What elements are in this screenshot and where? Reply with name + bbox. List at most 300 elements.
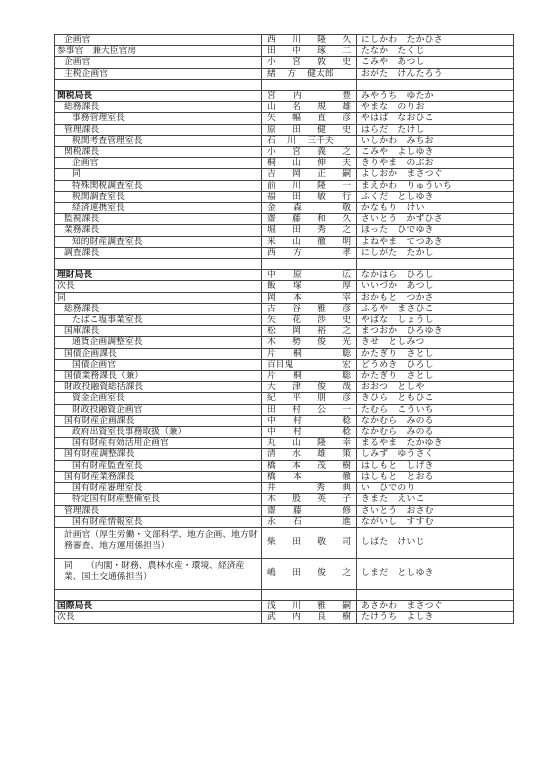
name-char: 俊	[317, 568, 326, 579]
name-char: 原	[267, 124, 276, 135]
name-reading: はしもと しげき	[357, 460, 514, 471]
name-reading: はしもと とおる	[357, 471, 514, 482]
name-reading: やまな のりお	[357, 102, 514, 113]
position-title: 総務課長	[55, 303, 262, 314]
person-name	[262, 147, 357, 158]
person-name	[262, 303, 357, 314]
person-name	[262, 35, 357, 46]
name-char: 田	[292, 191, 301, 202]
table-row	[55, 236, 514, 247]
position-title: 企画官	[55, 57, 262, 68]
name-char: 進	[342, 516, 351, 527]
name-char	[319, 517, 325, 527]
table-row	[55, 382, 514, 393]
person-name	[262, 589, 357, 600]
person-name	[262, 516, 357, 527]
name-char: 之	[342, 326, 351, 337]
name-char: 史	[342, 124, 351, 135]
name-reading: ながいし すすむ	[357, 516, 514, 527]
position-title: 税関考査管理室長	[55, 135, 262, 146]
table-row	[55, 601, 514, 612]
table-row	[55, 102, 514, 113]
position-title: 計画官（厚生労働・文部科学、地方企画、地方財務審査、地方運用係担当）	[55, 527, 262, 558]
name-characters	[264, 405, 354, 415]
name-reading: はらだ たけし	[357, 124, 514, 135]
person-name	[262, 113, 357, 124]
name-char: 義	[317, 147, 326, 158]
position-title: 資金企画室長	[55, 393, 262, 404]
position-title: 管理課長	[55, 124, 262, 135]
name-characters	[264, 158, 354, 168]
name-reading: おかもと つかさ	[357, 292, 514, 303]
name-char: 俊	[317, 382, 326, 393]
name-reading: ふくだ としゆき	[357, 191, 514, 202]
blank-row	[55, 259, 514, 270]
table-row	[55, 214, 514, 225]
person-name	[262, 214, 357, 225]
name-char: 吉	[267, 169, 276, 180]
name-characters	[264, 427, 354, 437]
person-name	[262, 483, 357, 494]
name-characters	[264, 169, 354, 179]
person-name	[262, 46, 357, 57]
table-row	[55, 158, 514, 169]
name-characters	[264, 147, 354, 157]
table-row	[55, 247, 514, 258]
name-char	[319, 91, 325, 101]
name-char: 子	[342, 494, 351, 505]
name-char: 永	[267, 516, 276, 527]
name-char: 史	[342, 57, 351, 68]
position-title: 政府出資室長事務取扱（兼）	[55, 427, 262, 438]
name-reading: なかむら みのる	[357, 415, 514, 426]
person-name	[262, 79, 357, 90]
name-char: 英	[317, 494, 326, 505]
table-row	[55, 203, 514, 214]
name-characters	[264, 113, 354, 123]
person-name	[262, 91, 357, 102]
position-title: 国債企画官	[55, 359, 262, 370]
person-name	[262, 494, 357, 505]
name-char: 明	[342, 236, 351, 247]
position-title: 参事官 兼大臣官房	[55, 46, 262, 57]
name-char: 田	[292, 568, 301, 579]
name-characters	[264, 136, 354, 146]
name-characters	[264, 91, 354, 101]
person-name	[262, 601, 357, 612]
position-title: 企画官	[55, 35, 262, 46]
name-reading: まえかわ りゅういち	[357, 180, 514, 191]
name-reading: さいとう おさむ	[357, 505, 514, 516]
name-reading: やばな しょうし	[357, 315, 514, 326]
name-characters	[264, 304, 354, 314]
name-char: 宮	[292, 57, 301, 68]
position-title: 理財局長	[55, 270, 262, 281]
table-row	[55, 415, 514, 426]
name-char: 久	[342, 214, 351, 225]
name-char: 方	[293, 247, 302, 258]
person-name	[262, 57, 357, 68]
position-title: 国庫課長	[55, 326, 262, 337]
name-char: 川	[292, 180, 301, 191]
name-char: 広	[342, 270, 351, 281]
name-characters	[264, 203, 354, 213]
name-reading: にしがた たかし	[357, 247, 514, 258]
table-row	[55, 404, 514, 415]
name-reading: きひら ともひこ	[357, 393, 514, 404]
name-characters	[264, 57, 354, 67]
name-char: 健	[317, 124, 326, 135]
person-name	[262, 438, 357, 449]
name-char: 之	[342, 147, 351, 158]
position-title: 国有財産企画課長	[55, 415, 262, 426]
person-name	[262, 612, 357, 623]
table-row	[55, 281, 514, 292]
name-char: 緒	[267, 68, 276, 79]
name-char: 小	[267, 57, 276, 68]
name-characters	[264, 601, 354, 611]
position-title: 国際局長	[55, 601, 262, 612]
name-characters	[264, 438, 354, 448]
position-title: 国有財産審理室長	[55, 483, 262, 494]
name-characters	[264, 237, 354, 247]
position-title: 関税局長	[55, 91, 262, 102]
table-row	[55, 46, 514, 57]
name-char: 勢	[292, 337, 301, 348]
name-char: 西	[267, 35, 276, 45]
name-characters	[264, 337, 354, 347]
person-name	[262, 124, 357, 135]
name-char: 山	[292, 236, 301, 247]
name-characters	[264, 35, 354, 45]
name-char: 行	[342, 191, 351, 202]
name-characters	[264, 225, 354, 235]
name-char: 水	[292, 449, 301, 460]
name-char: 山	[292, 158, 301, 169]
name-char: 規	[317, 102, 326, 113]
name-char: 一	[342, 404, 351, 415]
name-characters	[264, 506, 354, 516]
name-reading: たけうち よしき	[357, 612, 514, 623]
position-title: 財政投融資総括課長	[55, 382, 262, 393]
name-reading: みやうち ゆたか	[357, 91, 514, 102]
name-char: 聡	[342, 348, 351, 359]
name-char: 大	[267, 382, 276, 393]
name-char: 雅	[317, 303, 326, 314]
table-row	[55, 471, 514, 482]
table-row	[55, 516, 514, 527]
name-char: 中	[267, 415, 276, 426]
name-reading: やはば なおひこ	[357, 113, 514, 124]
name-char: 徹	[342, 471, 351, 482]
name-char: 秀	[316, 483, 325, 494]
position-title: 事務管理室長	[55, 113, 262, 124]
name-char	[319, 270, 325, 280]
name-char: 敦	[317, 57, 326, 68]
name-reading: まるやま たかゆき	[357, 438, 514, 449]
name-char	[324, 360, 330, 370]
name-char: 彦	[342, 303, 351, 314]
table-row	[55, 57, 514, 68]
person-name	[262, 158, 357, 169]
name-characters	[264, 214, 354, 224]
name-char: 田	[267, 46, 276, 57]
position-title: 関税課長	[55, 147, 262, 158]
name-char: 齋	[267, 505, 276, 516]
name-char: 橋	[267, 471, 276, 482]
name-char: 司	[342, 537, 351, 548]
name-char: 雄	[317, 449, 326, 460]
name-characters	[264, 326, 354, 336]
name-reading: しみず ゆうさく	[357, 449, 514, 460]
name-char: 金	[267, 203, 276, 214]
table-row	[55, 113, 514, 124]
position-title: 国有財産調整課長	[55, 449, 262, 460]
name-char: 川	[292, 35, 301, 45]
name-char: 田	[292, 124, 301, 135]
name-characters	[264, 248, 354, 258]
name-char: 桐	[267, 158, 276, 169]
person-name	[262, 169, 357, 180]
person-name	[262, 270, 357, 281]
name-char: 雅	[317, 601, 326, 612]
name-char: 本	[292, 460, 301, 471]
position-title: 総務課長	[55, 102, 262, 113]
name-char: 津	[292, 382, 301, 393]
name-reading: しばた けいじ	[357, 527, 514, 558]
blank-row	[55, 79, 514, 90]
name-char: 稔	[342, 415, 351, 426]
name-char: 股	[292, 494, 301, 505]
table-row	[55, 326, 514, 337]
name-reading: どうめき ひろし	[357, 359, 514, 370]
name-char: 公	[317, 404, 326, 415]
person-name	[262, 371, 357, 382]
position-title: 国有財産情報室長	[55, 516, 262, 527]
name-char: 俊	[317, 337, 326, 348]
name-char: 二	[342, 46, 351, 57]
position-title: 特殊関税調査室長	[55, 180, 262, 191]
name-reading: ほった ひでゆき	[357, 225, 514, 236]
person-name	[262, 527, 357, 558]
position-title: 監視課長	[55, 214, 262, 225]
name-char: 片	[267, 371, 276, 382]
name-characters	[264, 46, 354, 56]
name-reading: おおつ としや	[357, 382, 514, 393]
name-reading: よねやま てつあき	[357, 236, 514, 247]
name-char: 良	[317, 612, 326, 623]
name-reading: かなもり けい	[357, 203, 514, 214]
name-reading: こみや よしゆき	[357, 147, 514, 158]
name-reading	[357, 259, 514, 270]
name-characters	[264, 449, 354, 459]
table-row	[55, 180, 514, 191]
position-title: 税関調査室長	[55, 191, 262, 202]
name-char: 岡	[292, 326, 301, 337]
person-name	[262, 393, 357, 404]
name-char: 百目鬼	[267, 359, 294, 370]
name-char: 川	[292, 601, 301, 612]
name-characters	[264, 494, 354, 504]
position-title: たばこ塩事業室長	[55, 315, 262, 326]
name-char: 健太郎	[307, 68, 334, 79]
name-characters	[264, 181, 354, 191]
name-characters	[264, 349, 354, 359]
name-char: 浅	[267, 601, 276, 612]
person-name	[262, 180, 357, 191]
name-char: 久	[342, 35, 351, 45]
name-characters	[264, 393, 354, 403]
name-char	[319, 293, 325, 303]
table-row	[55, 612, 514, 623]
name-characters	[264, 371, 354, 381]
name-char: 村	[293, 415, 302, 426]
name-reading: い ひでのり	[357, 483, 514, 494]
name-char	[319, 427, 325, 437]
person-name	[262, 415, 357, 426]
name-char: 西	[267, 247, 276, 258]
name-reading: よしおか まさつぐ	[357, 169, 514, 180]
name-characters	[264, 537, 354, 548]
person-name	[262, 102, 357, 113]
name-char: 橋	[267, 460, 276, 471]
name-char: 哉	[342, 382, 351, 393]
table-row	[55, 371, 514, 382]
table-row	[55, 483, 514, 494]
person-name	[262, 449, 357, 460]
table-row	[55, 427, 514, 438]
name-char: 中	[267, 427, 276, 438]
table-row	[55, 169, 514, 180]
name-char: 直	[317, 113, 326, 124]
name-char: 和	[317, 214, 326, 225]
name-char: 齋	[267, 214, 276, 225]
name-char: 幅	[292, 113, 301, 124]
name-char	[345, 136, 351, 146]
table-row	[55, 91, 514, 102]
name-char: 方	[287, 68, 296, 79]
name-char: 正	[317, 169, 326, 180]
name-char: 川	[287, 135, 296, 146]
name-char: 琢	[317, 46, 326, 57]
name-reading: なかむら みのる	[357, 427, 514, 438]
name-char: 山	[267, 102, 276, 113]
name-reading: かたぎり さとし	[357, 348, 514, 359]
name-char: 隆	[317, 438, 326, 449]
position-title: 管理課長	[55, 505, 262, 516]
name-char: 石	[293, 516, 302, 527]
name-char: 森	[293, 203, 302, 214]
name-char: 木	[267, 494, 276, 505]
name-reading: なかはら ひろし	[357, 270, 514, 281]
table-row	[55, 191, 514, 202]
name-char: 井	[267, 483, 276, 494]
name-char: 之	[342, 568, 351, 579]
name-char: 片	[267, 348, 276, 359]
name-char: 田	[267, 404, 276, 415]
name-characters	[264, 461, 354, 471]
name-char: 小	[267, 147, 276, 158]
name-reading: いしかわ みちお	[357, 135, 514, 146]
name-char: 典	[342, 483, 351, 494]
name-char: 宰	[342, 292, 351, 303]
name-char: 原	[293, 270, 302, 281]
position-title	[55, 79, 262, 90]
position-title: 次長	[55, 612, 262, 623]
name-char: 雄	[342, 102, 351, 113]
position-title: 主税企画官	[55, 68, 262, 79]
name-characters	[264, 483, 354, 493]
name-char	[319, 281, 325, 291]
person-name	[262, 359, 357, 370]
name-char: 名	[292, 102, 301, 113]
name-char: 伸	[317, 158, 326, 169]
roster-table	[54, 34, 514, 624]
name-reading: きりやま のぶお	[357, 158, 514, 169]
person-name	[262, 558, 357, 589]
person-name	[262, 382, 357, 393]
table-row	[55, 124, 514, 135]
person-name	[262, 505, 357, 516]
name-char: 飯	[267, 281, 276, 292]
name-char: 隆	[317, 35, 326, 45]
person-name	[262, 348, 357, 359]
name-reading: あさかわ まさつぐ	[357, 601, 514, 612]
person-name	[262, 315, 357, 326]
name-characters	[264, 102, 354, 112]
person-name	[262, 203, 357, 214]
person-name	[262, 68, 357, 79]
table-row	[55, 449, 514, 460]
name-char: 三千夫	[307, 135, 334, 146]
name-reading: しまだ としゆき	[357, 558, 514, 589]
name-char: 嶋	[267, 568, 276, 579]
position-title: 国債業務課長（兼）	[55, 371, 262, 382]
person-name	[262, 292, 357, 303]
name-char	[319, 416, 325, 426]
table-row	[55, 527, 514, 558]
name-char: 内	[293, 91, 302, 101]
table-row	[55, 558, 514, 589]
table-row	[55, 303, 514, 314]
position-title: 財政投融資企画官	[55, 404, 262, 415]
table-row	[55, 438, 514, 449]
name-char: 木	[267, 337, 276, 348]
name-char: 塚	[293, 281, 302, 292]
table-row	[55, 505, 514, 516]
name-reading	[357, 589, 514, 600]
name-char: 内	[292, 612, 301, 623]
name-char: 厚	[342, 281, 351, 292]
roster-body	[55, 35, 514, 624]
name-char: 矢	[267, 113, 276, 124]
table-row	[55, 135, 514, 146]
person-name	[262, 135, 357, 146]
name-char: 本	[293, 471, 302, 482]
name-characters	[264, 568, 354, 579]
name-char: 秀	[317, 225, 326, 236]
name-char: 敏	[317, 191, 326, 202]
name-char: 中	[267, 270, 276, 281]
name-char: 宮	[292, 147, 301, 158]
name-characters	[264, 472, 354, 482]
name-char: 村	[293, 427, 302, 438]
name-char: 史	[342, 315, 351, 326]
person-name	[262, 404, 357, 415]
name-char	[345, 69, 351, 79]
name-char: 一	[342, 180, 351, 191]
table-row	[55, 147, 514, 158]
